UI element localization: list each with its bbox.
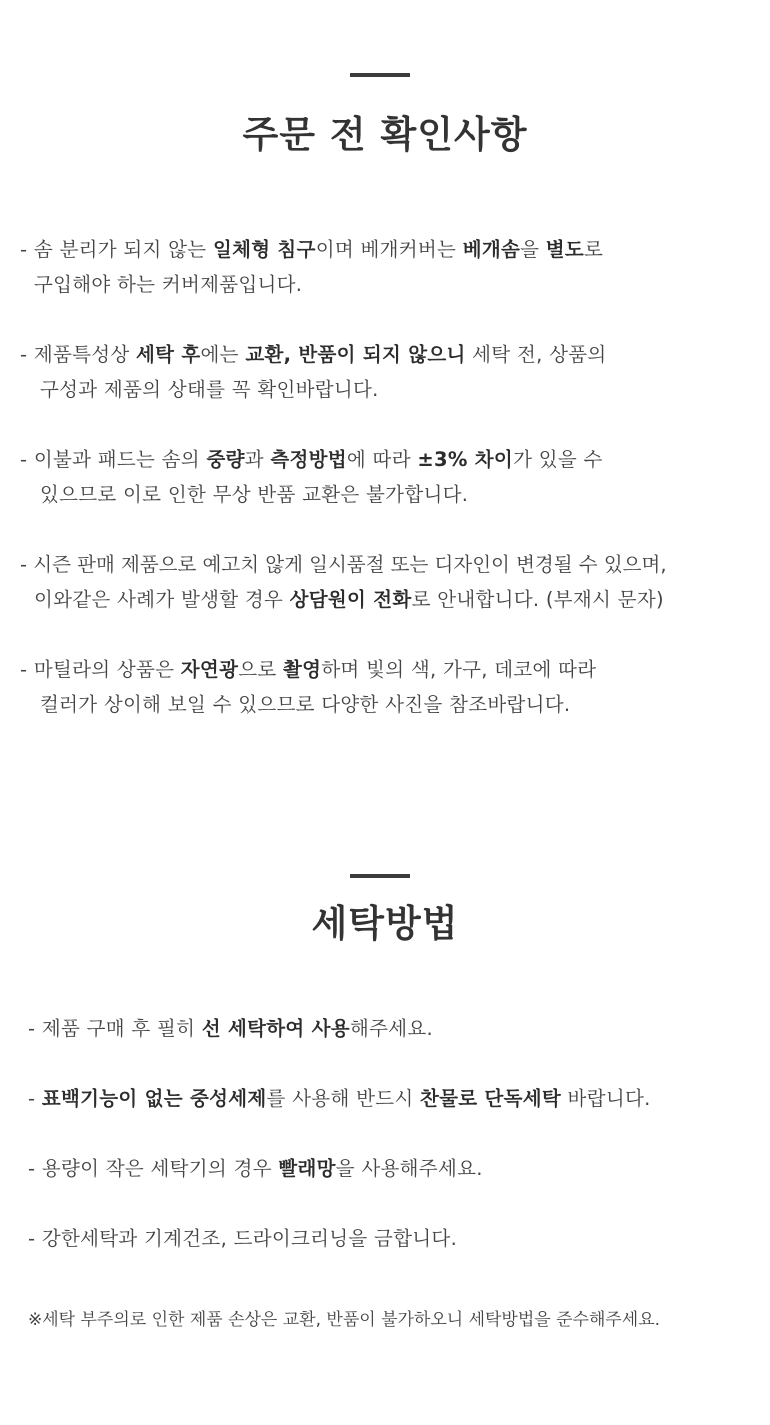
precaution-3-line-2: 있으므로 이로 인한 무상 반품 교환은 불가합니다. [40,483,469,506]
precaution-5-line-1: - 마틸라의 상품은 자연광으로 촬영하며 빛의 색, 가구, 데코에 따라 [20,658,597,681]
precaution-4-line-2: 이와같은 사례가 발생할 경우 상담원이 전화로 안내합니다. (부재시 문자) [34,588,664,611]
precaution-1-line-2: 구입해야 하는 커버제품입니다. [34,273,303,296]
section-title-washing: 세탁방법 [311,902,459,945]
precaution-1-line-1: - 솜 분리가 되지 않는 일체형 침구이며 베개커버는 베개솜을 별도로 [20,238,604,261]
precaution-3-line-1: - 이불과 패드는 솜의 중량과 측정방법에 따라 ±3% 차이가 있을 수 [20,448,603,471]
washing-caution-note: ※세탁 부주의로 인한 제품 손상은 교환, 반품이 불가하오니 세탁방법을 준수해주세요. [28,1310,661,1330]
washing-item-1: - 제품 구매 후 필히 선 세탁하여 사용해주세요. [28,1017,433,1040]
section-divider-bar [350,874,410,878]
section-title-precautions: 주문 전 확인사항 [242,113,528,156]
washing-item-3: - 용량이 작은 세탁기의 경우 빨래망을 사용해주세요. [28,1157,483,1180]
precaution-4-line-1: - 시즌 판매 제품으로 예고치 않게 일시품절 또는 디자인이 변경될 수 있으며, [20,553,667,576]
section-divider-bar [350,73,410,77]
washing-item-2: - 표백기능이 없는 중성세제를 사용해 반드시 찬물로 단독세탁 바랍니다. [28,1087,651,1110]
precaution-2-line-1: - 제품특성상 세탁 후에는 교환, 반품이 되지 않으니 세탁 전, 상품의 [20,343,607,366]
washing-item-4: - 강한세탁과 기계건조, 드라이크리닝을 금합니다. [28,1227,458,1250]
precaution-2-line-2: 구성과 제품의 상태를 꼭 확인바랍니다. [40,378,379,401]
precaution-5-line-2: 컬러가 상이해 보일 수 있으므로 다양한 사진을 참조바랍니다. [40,693,571,716]
